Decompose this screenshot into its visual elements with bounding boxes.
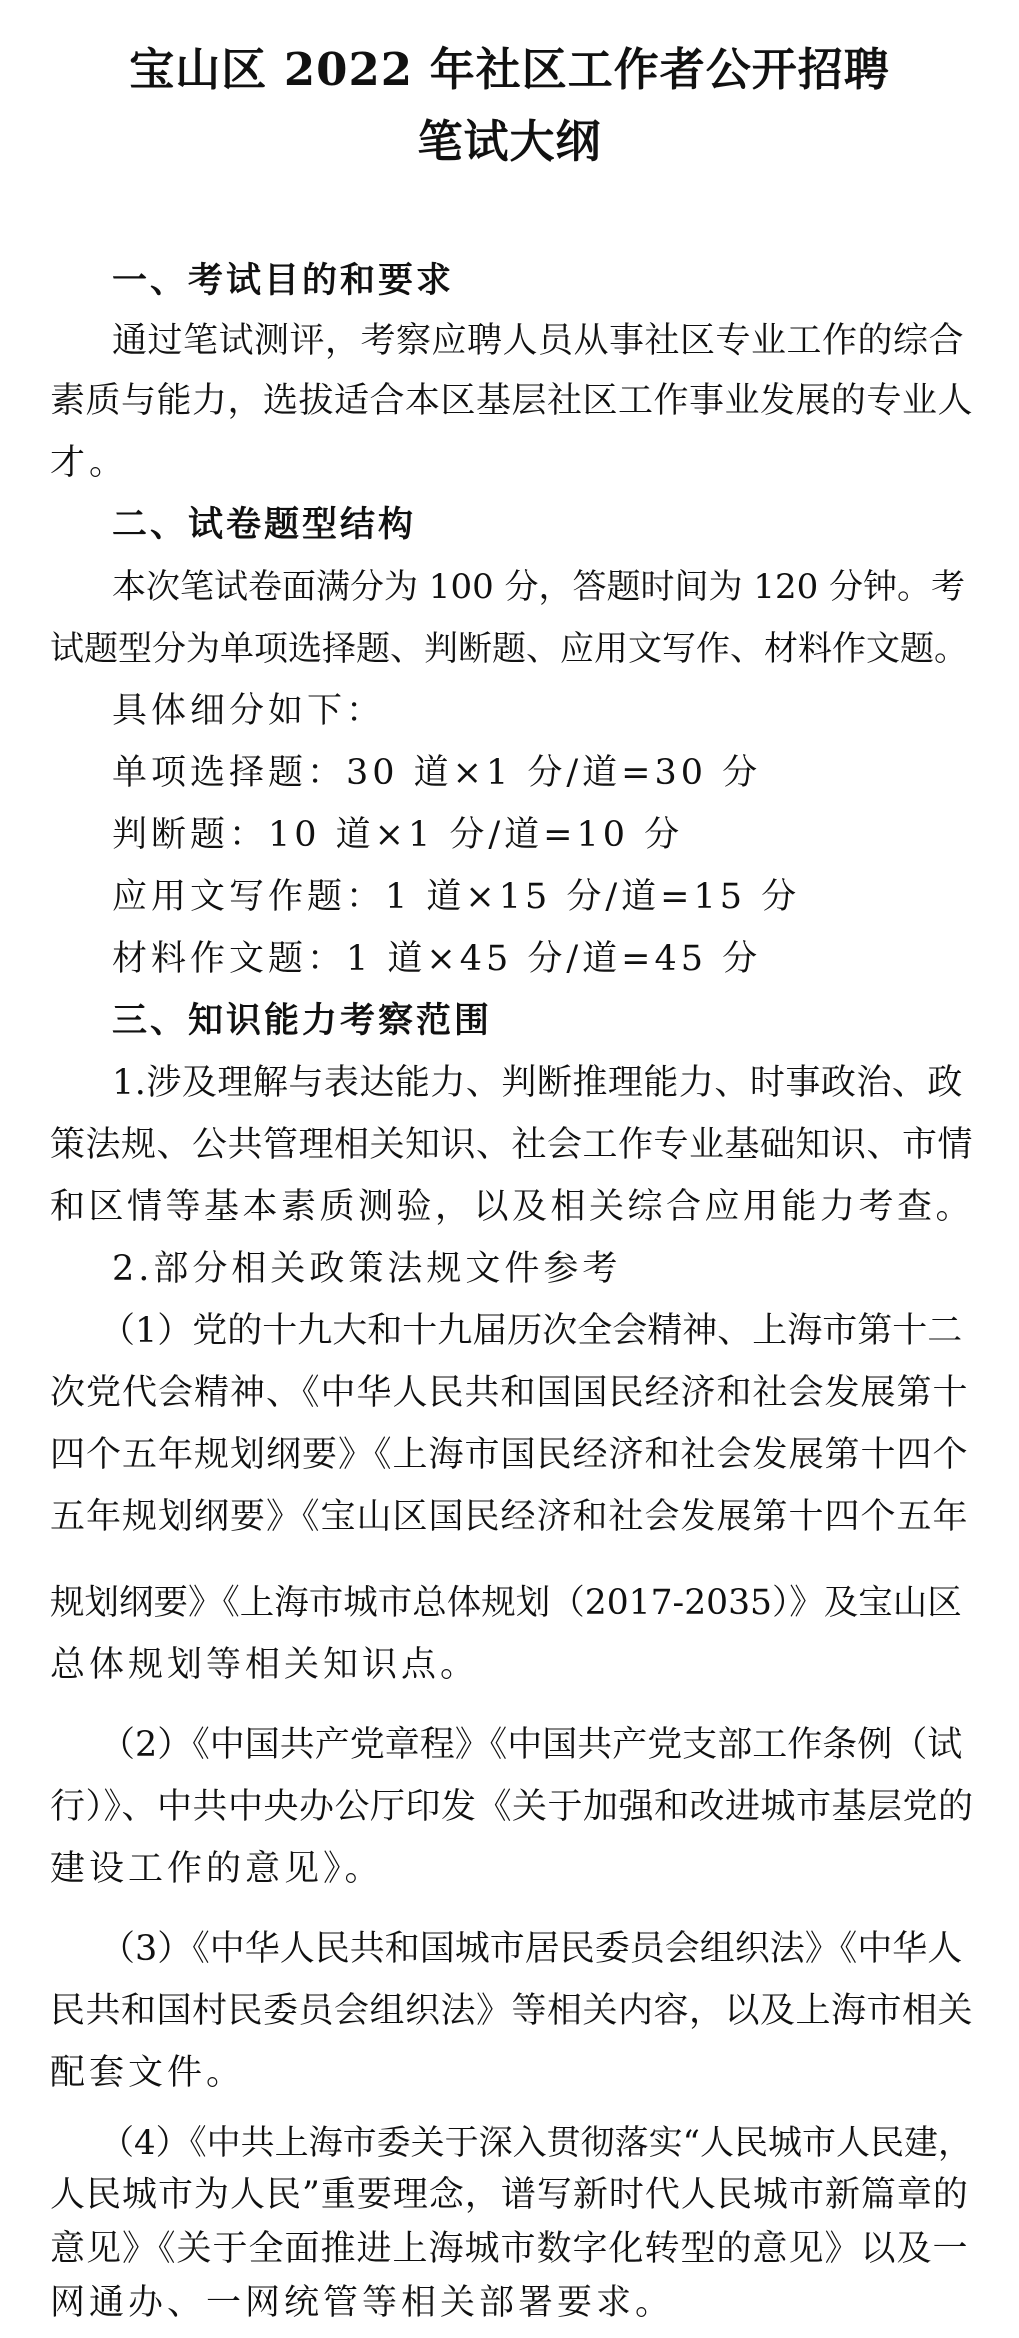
paragraph-line: 试题型分为单项选择题、判断题、应用文写作、材料作文题。 [50,629,968,669]
reference-line: 网通办、一网统管等相关部署要求。 [50,2283,675,2323]
paragraph-line: 2.部分相关政策法规文件参考 [112,1249,622,1289]
score-item: 应用文写作题：1 道×15 分/道=15 分 [112,877,801,917]
reference-line: 人民城市为人民”重要理念，谱写新时代人民城市新篇章的 [50,2175,969,2215]
section-heading-structure: 二、试卷题型结构 [112,504,417,545]
paragraph-line: 策法规、公共管理相关知识、社会工作专业基础知识、市情 [50,1125,974,1165]
reference-line: （1）党的十九大和十九届历次全会精神、上海市第十二 [100,1311,963,1351]
reference-line: 行）》、中共中央办公厅印发《关于加强和改进城市基层党的 [50,1787,974,1827]
document-title-line2: 笔试大纲 [417,115,602,168]
reference-line: 意见》《关于全面推进上海城市数字化转型的意见》以及一 [50,2229,969,2269]
section-heading-purpose: 一、考试目的和要求 [112,260,455,301]
section-heading-scope: 三、知识能力考察范围 [112,1000,493,1041]
reference-line: 四个五年规划纲要》《上海市国民经济和社会发展第十四个 [50,1435,969,1475]
paragraph-line: 才。 [50,443,129,483]
reference-line: 次党代会精神、《中华人民共和国国民经济和社会发展第十 [50,1373,969,1413]
reference-line: 总体规划等相关知识点。 [50,1645,480,1685]
reference-line: 规划纲要》《上海市城市总体规划（2017-2035）》及宝山区 [50,1583,962,1623]
reference-line: （2）《中国共产党章程》《中国共产党支部工作条例（试 [100,1725,963,1765]
score-item: 判断题：10 道×1 分/道=10 分 [112,815,684,855]
reference-line: 配套文件。 [50,2053,246,2093]
reference-line: 民共和国村民委员会组织法》等相关内容，以及上海市相关 [50,1991,974,2031]
paragraph-line: 具体细分如下： [112,691,386,731]
paragraph-line: 素质与能力，选拔适合本区基层社区工作事业发展的专业人 [50,381,974,421]
score-item: 单项选择题：30 道×1 分/道=30 分 [112,753,762,793]
reference-line: （4）《中共上海市委关于深入贯彻落实“人民城市人民建， [100,2123,973,2163]
paragraph-line: 本次笔试卷面满分为 100 分，答题时间为 120 分钟。考 [112,567,966,607]
reference-line: 建设工作的意见》。 [50,1849,384,1889]
paragraph-line: 通过笔试测评，考察应聘人员从事社区专业工作的综合 [112,321,965,361]
document-title-line1: 宝山区 2022 年社区工作者公开招聘 [129,43,890,96]
score-item: 材料作文题：1 道×45 分/道=45 分 [112,939,762,979]
reference-line: 五年规划纲要》《宝山区国民经济和社会发展第十四个五年 [50,1497,969,1537]
reference-line: （3）《中华人民共和国城市居民委员会组织法》《中华人 [100,1929,963,1969]
paragraph-line: 1.涉及理解与表达能力、判断推理能力、时事政治、政 [112,1063,963,1103]
paragraph-line: 和区情等基本素质测验，以及相关综合应用能力考查。 [50,1187,975,1227]
